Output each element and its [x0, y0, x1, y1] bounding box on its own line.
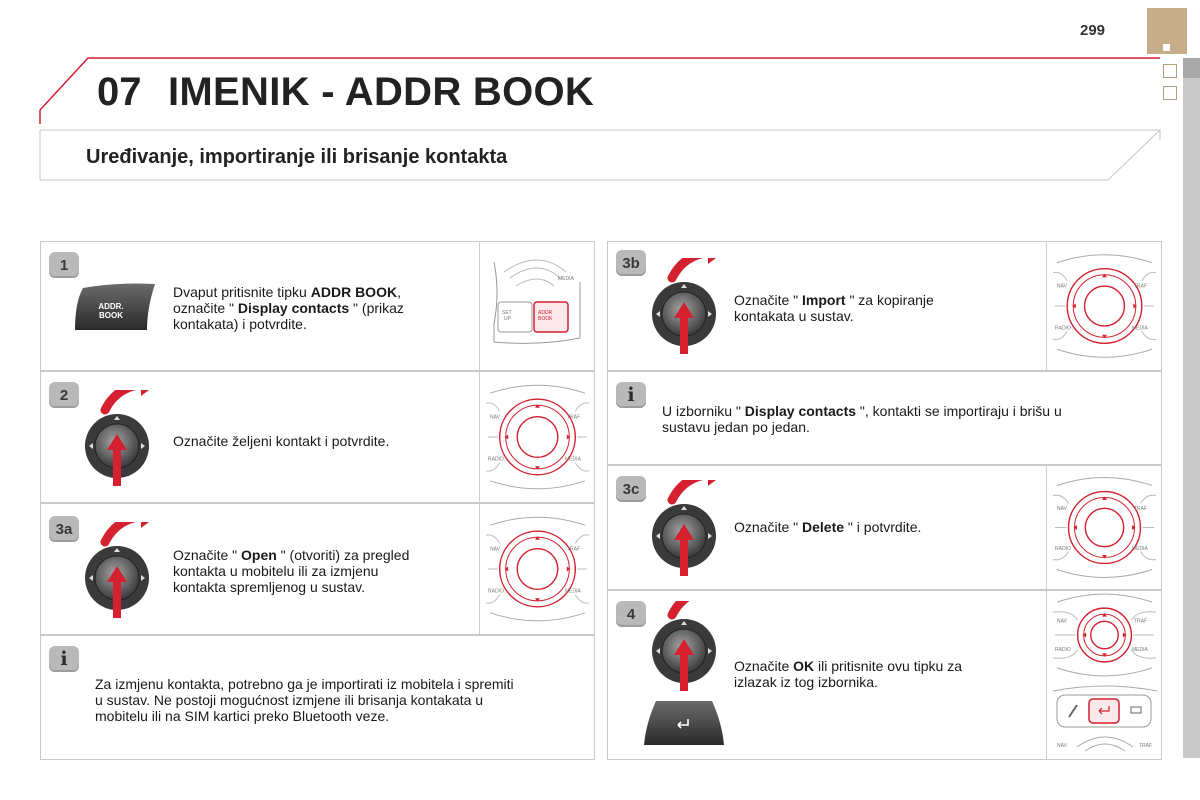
step-3a-text: [173, 547, 473, 595]
step-3b-box: [607, 241, 1162, 371]
text-bold: ADDR BOOK: [310, 284, 398, 300]
text-bold: Display contacts: [744, 403, 857, 419]
panel-label: RADIO: [1055, 647, 1071, 654]
panel-label: NAV: [1057, 618, 1067, 625]
panel-label: MEDIA: [1132, 545, 1148, 552]
step-badge: 2: [49, 382, 79, 408]
text-run: kontakata) i potvrdite.: [173, 316, 307, 332]
panel-label: TRAF: [567, 414, 581, 421]
step-badge: 3b: [616, 250, 646, 276]
info-note-left-box: [40, 635, 595, 760]
text-bold: Open: [241, 547, 277, 563]
text-run: mobitelu ili na SIM kartici preko Bluetooth veze.: [95, 708, 390, 724]
text-bold: OK: [793, 658, 815, 674]
text-run: U izborniku ": [662, 403, 745, 419]
nav-control-panel-illustration: [480, 372, 595, 502]
step-3a-image-cell: [479, 504, 594, 634]
back-button-icon: [642, 695, 726, 751]
section-subtitle: Uređivanje, importiranje ili brisanje kontakta: [86, 146, 508, 168]
panel-label: RADIO: [1055, 545, 1071, 552]
text-run: sustavu jedan po jedan.: [662, 419, 810, 435]
step-2-image-cell: [479, 372, 594, 502]
text-run: Označite ": [734, 519, 802, 535]
text-run: ,: [397, 284, 401, 300]
text-run: kontakata u sustav.: [734, 308, 854, 324]
panel-label: RADIO: [488, 456, 504, 463]
panel-label: NAV: [490, 546, 500, 553]
text-run: Za izmjenu kontakta, potrebno ga je importirati iz mobitela i spremiti: [95, 676, 514, 692]
step-badge: 3a: [49, 516, 79, 542]
text-run: " i potvrdite.: [844, 519, 922, 535]
panel-label: TRAF: [1134, 618, 1148, 625]
text-run: u sustav. Ne postoji mogućnost izmjene ili brisanja kontakata u: [95, 692, 484, 708]
text-run: " za kopiranje: [845, 292, 934, 308]
page-number: 299: [1080, 22, 1106, 39]
back-button-panel-illustration: [1047, 681, 1162, 757]
svg-text:BOOK: BOOK: [538, 316, 553, 322]
text-run: Označite ": [173, 547, 241, 563]
rotary-knob-icon: [83, 522, 165, 622]
info-note-left-text: [95, 676, 590, 724]
nav-control-panel-illustration: [1047, 466, 1162, 589]
panel-label: MEDIA: [558, 276, 574, 282]
panel-label: NAV: [490, 414, 500, 421]
step-3b-image-cell: [1046, 242, 1161, 370]
step-badge: 1: [49, 252, 79, 278]
text-run: " (otvoriti) za pregled: [276, 547, 410, 563]
text-run: Dvaput pritisnite tipku: [173, 284, 311, 300]
nav-control-panel-illustration: [1047, 242, 1162, 370]
panel-label: NAV: [1057, 505, 1067, 512]
rotary-knob-icon: [83, 390, 165, 490]
step-badge: 4: [616, 601, 646, 627]
panel-label: MEDIA: [565, 456, 581, 463]
step-4-text: [734, 658, 1034, 690]
panel-label: TRAF: [567, 546, 581, 553]
radio-panel-addr-illustration: [480, 242, 595, 370]
step-badge: 3c: [616, 476, 646, 502]
panel-label: MEDIA: [565, 588, 581, 595]
text-run: izlazak iz tog izbornika.: [734, 674, 878, 690]
panel-label-nav: NAV: [1057, 743, 1067, 749]
svg-text:ADDR: ADDR: [538, 310, 553, 316]
step-3a-box: [40, 503, 595, 635]
text-bold: Display contacts: [237, 300, 350, 316]
text-run: označite ": [173, 300, 238, 316]
step-3b-text: [734, 292, 1034, 324]
nav-control-panel-illustration: [480, 504, 595, 634]
step-1-box: [40, 241, 595, 371]
step-3c-text: [734, 519, 1034, 535]
text-run: kontakta u mobitelu ili za izmjenu: [173, 563, 379, 579]
info-icon: i: [49, 646, 79, 672]
step-3c-image-cell: [1046, 466, 1161, 589]
panel-label-traf: TRAF: [1139, 743, 1153, 749]
text-run: Označite: [734, 658, 794, 674]
nav-control-panel-illustration: [1047, 591, 1162, 679]
text-bold: Delete: [802, 519, 845, 535]
text-run: " (prikaz: [349, 300, 404, 316]
chapter-number: 07: [97, 70, 142, 114]
text-run: kontakta spremljenog u sustav.: [173, 579, 365, 595]
panel-label: TRAF: [1134, 505, 1148, 512]
step-1-text: [173, 284, 473, 332]
info-note-right-text: [662, 403, 1152, 435]
step-4-box: [607, 590, 1162, 760]
panel-label: TRAF: [1134, 283, 1148, 290]
rotary-knob-icon: [650, 601, 732, 695]
panel-label: MEDIA: [1132, 647, 1148, 654]
panel-label: SET: [502, 310, 512, 316]
page-title: IMENIK - ADDR BOOK: [168, 70, 595, 114]
step-2-box: [40, 371, 595, 503]
step-1-image-cell: [479, 242, 594, 370]
addr-button-label-line2: BOOK: [99, 311, 123, 320]
rotary-knob-icon: [650, 480, 732, 580]
panel-label: RADIO: [1055, 325, 1071, 332]
panel-label: NAV: [1057, 283, 1067, 290]
svg-text:UP: UP: [504, 316, 511, 322]
text-run: Označite ": [734, 292, 802, 308]
panel-label: MEDIA: [1132, 325, 1148, 332]
rotary-knob-icon: [650, 258, 732, 358]
text-bold: Import: [802, 292, 846, 308]
panel-label: RADIO: [488, 588, 504, 595]
step-4-image-cell: [1046, 591, 1161, 759]
text-run: ili pritisnite ovu tipku za: [814, 658, 962, 674]
text-run: ", kontakti se importiraju i brišu u: [856, 403, 1062, 419]
step-2-text: Označite željeni kontakt i potvrdite.: [173, 433, 390, 449]
info-icon: i: [616, 382, 646, 408]
info-note-right-box: [607, 371, 1162, 465]
addr-button-label-line1: ADDR.: [98, 302, 124, 311]
step-3c-box: [607, 465, 1162, 590]
